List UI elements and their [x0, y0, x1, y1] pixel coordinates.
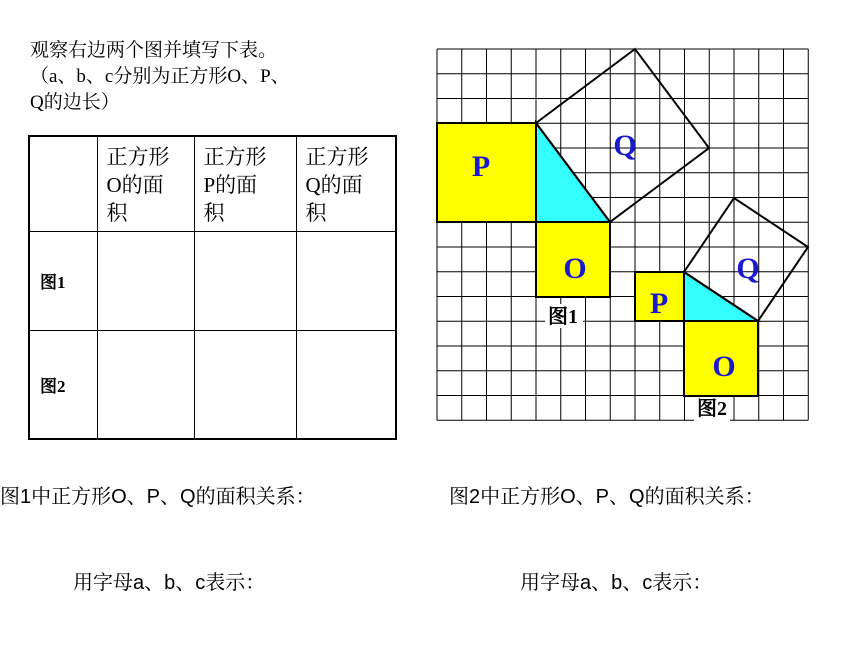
fig1-label-o: O	[563, 252, 587, 285]
table-header-q-area: 正方形 Q的面 积	[296, 136, 396, 232]
fig2-relation-prompt: 图2中正方形O、P、Q的面积关系：	[449, 486, 765, 508]
letters-prompt-left: 用字母a、b、c表示：	[73, 572, 266, 594]
fig1-label-q: Q	[613, 129, 637, 162]
table-header-p-area: 正方形 P的面 积	[194, 136, 296, 232]
instruction-line-3: Q的边长）	[30, 92, 120, 113]
figure-2	[635, 198, 808, 421]
fig1-label-p: P	[471, 150, 491, 183]
letters-prompt-right: 用字母a、b、c表示：	[520, 572, 713, 594]
instruction-line-1: 观察右边两个图并填写下表。	[30, 40, 278, 61]
instruction-line-2: （a、b、c分别为正方形O、P、	[30, 66, 290, 87]
fig2-caption: 图2	[697, 398, 727, 420]
fig2-label-o: O	[712, 350, 736, 383]
fig2-label-q: Q	[736, 252, 760, 285]
row-label-fig1: 图1	[29, 232, 97, 331]
row-label-fig2: 图2	[29, 330, 97, 439]
table-header-o-area: 正方形 O的面 积	[97, 136, 194, 232]
fig1-caption: 图1	[548, 306, 578, 328]
fig1-relation-prompt: 图1中正方形O、P、Q的面积关系：	[0, 486, 316, 508]
fig2-label-p: P	[649, 287, 669, 320]
